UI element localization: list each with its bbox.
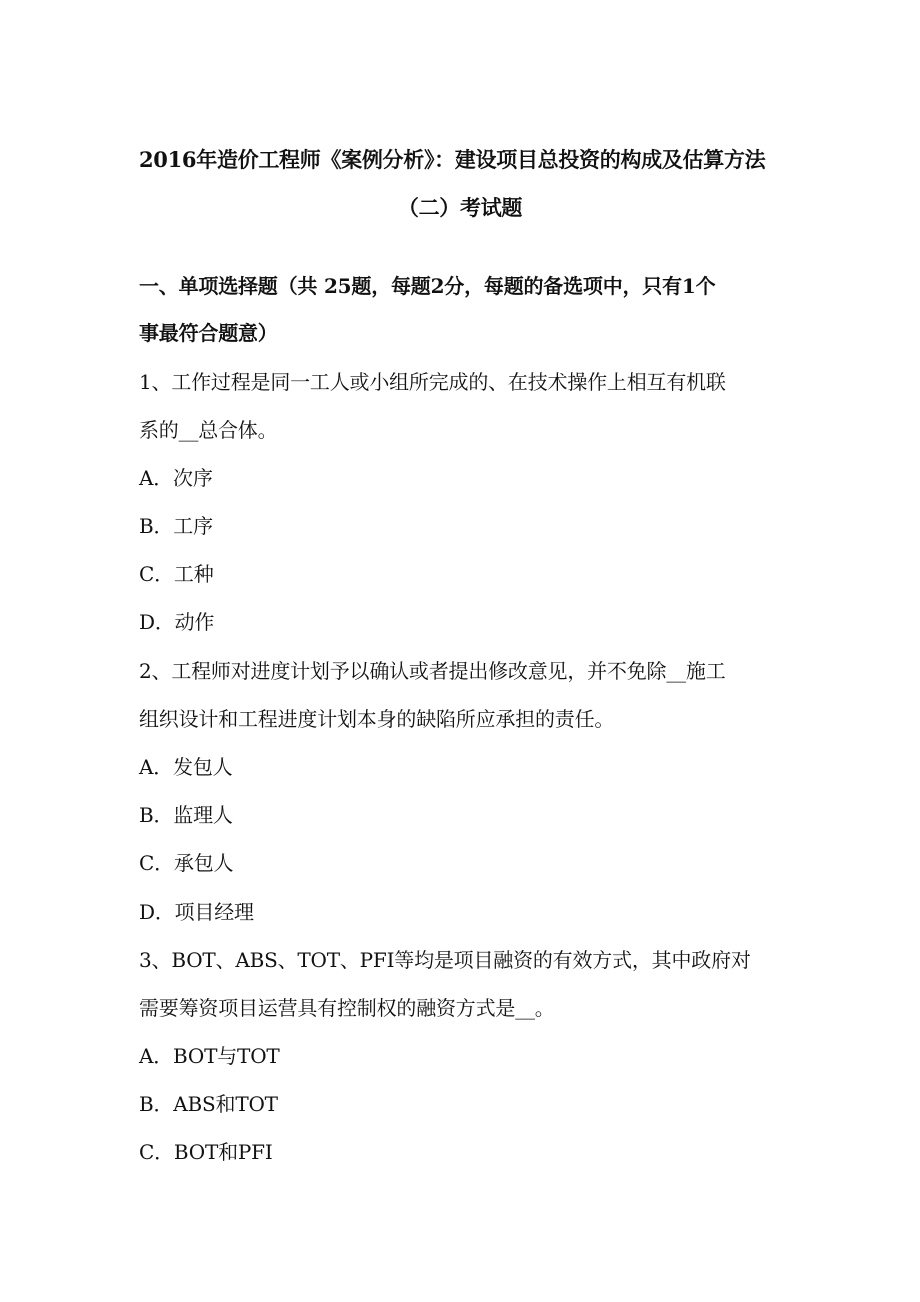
question-1-option-d: D．动作: [139, 610, 215, 634]
question-1-option-b: B．工序: [139, 514, 213, 538]
document-title-line-1: 2016年造价工程师《案例分析》：建设项目总投资的构成及估算方法: [139, 147, 766, 172]
section-heading-line-2: 事最符合题意）: [139, 321, 278, 345]
question-2-option-a: A．发包人: [139, 755, 233, 779]
document-title-line-2: （二）考试题: [397, 195, 523, 220]
question-2-option-d: D．项目经理: [139, 900, 254, 924]
question-3-option-a: A．BOT与TOT: [139, 1044, 280, 1068]
section-heading-line-1: 一、单项选择题（共 25题，每题2分，每题的备选项中，只有1个: [139, 274, 716, 298]
question-1-stem-line-2: 系的__总合体。: [139, 418, 278, 442]
question-1-stem-line-1: 1、工作过程是同一工人或小组所完成的、在技术操作上相互有机联: [139, 370, 726, 394]
question-1-option-c: C．工种: [139, 562, 214, 586]
question-2-stem-line-1: 2、工程师对进度计划予以确认或者提出修改意见，并不免除__施工: [139, 659, 726, 683]
question-3-stem-line-2: 需要筹资项目运营具有控制权的融资方式是__。: [139, 996, 555, 1020]
question-3-option-c: C．BOT和PFI: [139, 1140, 273, 1164]
question-2-option-c: C．承包人: [139, 851, 234, 875]
question-1-option-a: A．次序: [139, 466, 213, 490]
question-3-option-b: B．ABS和TOT: [139, 1092, 278, 1116]
question-3-stem-line-1: 3、BOT、ABS、TOT、PFI等均是项目融资的有效方式，其中政府对: [139, 948, 751, 972]
question-2-stem-line-2: 组织设计和工程进度计划本身的缺陷所应承担的责任。: [139, 707, 615, 731]
question-2-option-b: B．监理人: [139, 803, 233, 827]
